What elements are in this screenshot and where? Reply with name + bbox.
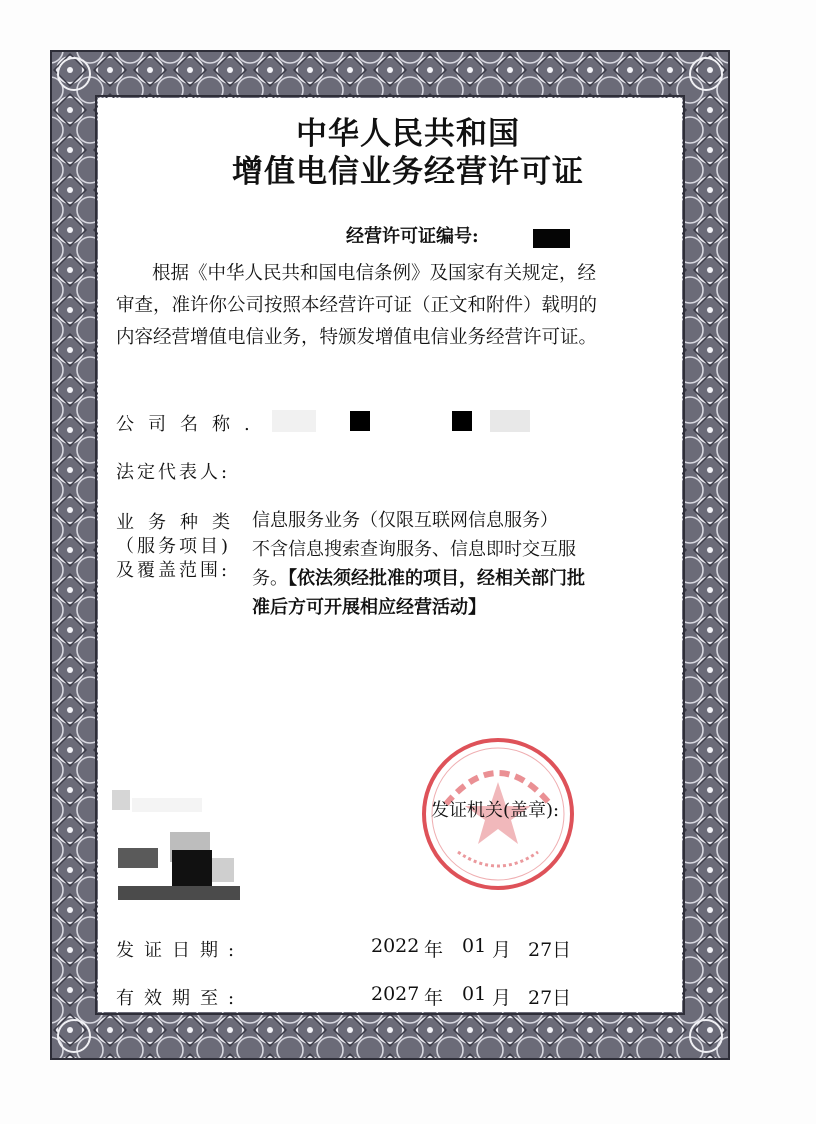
redacted-block [118,886,240,900]
issue-month-unit: 月 [492,939,512,961]
preamble-line: 根据《中华人民共和国电信条例》及国家有关规定，经 [152,263,597,284]
expiry-date-label: 有效期至: [116,988,245,1009]
redacted-block [132,798,202,812]
issue-day: 27日 [528,939,572,961]
scope-line-bold: 准后方可开展相应经营活动】 [252,597,486,618]
issue-year-unit: 年 [424,939,444,961]
scope-label-line2: （服务项目) [116,536,232,557]
certificate-title-line1: 中华人民共和国 [296,116,520,152]
preamble-line: 内容经营增值电信业务，特颁发增值电信业务经营许可证。 [116,327,598,348]
issue-date-label: 发证日期: [116,940,245,961]
redacted-block [490,410,530,432]
scope-line: 信息服务业务（仅限互联网信息服务） [252,510,558,531]
expiry-day: 27日 [528,987,572,1009]
redacted-block [112,790,130,810]
issuing-authority-label: 发证机关(盖章): [431,800,560,821]
business-scope-text [252,506,585,622]
redacted-block [212,858,234,882]
scope-label-line1: 业务种类 [116,512,244,533]
expiry-month: 01 [462,983,487,1005]
scope-line-bold: 【依法须经批准的项目，经相关部门批 [288,568,585,589]
redacted-block [172,850,212,886]
expiry-year: 2027 [371,983,420,1005]
license-number-label: 经营许可证编号: [346,226,479,247]
legal-representative-label: 法定代表人: [116,462,231,483]
company-name-label: 公司名称. [116,414,264,435]
preamble-line: 审查，准许你公司按照本经营许可证（正文和附件）载明的 [116,295,598,316]
expiry-month-unit: 月 [492,987,512,1009]
certificate-title-line2: 增值电信业务经营许可证 [232,154,584,190]
scope-label-line3: 及覆盖范围: [116,560,231,581]
redacted-block [118,848,158,868]
scope-line: 务。 [252,568,288,589]
issue-year: 2022 [371,935,420,957]
preamble-paragraph [116,258,676,354]
scope-line: 不含信息搜索查询服务、信息即时交互服 [252,539,576,560]
issue-month: 01 [462,935,487,957]
redacted-block [272,410,316,432]
redacted-block [350,411,370,431]
expiry-year-unit: 年 [424,987,444,1009]
redacted-license-number [533,229,570,248]
redacted-block [452,411,472,431]
